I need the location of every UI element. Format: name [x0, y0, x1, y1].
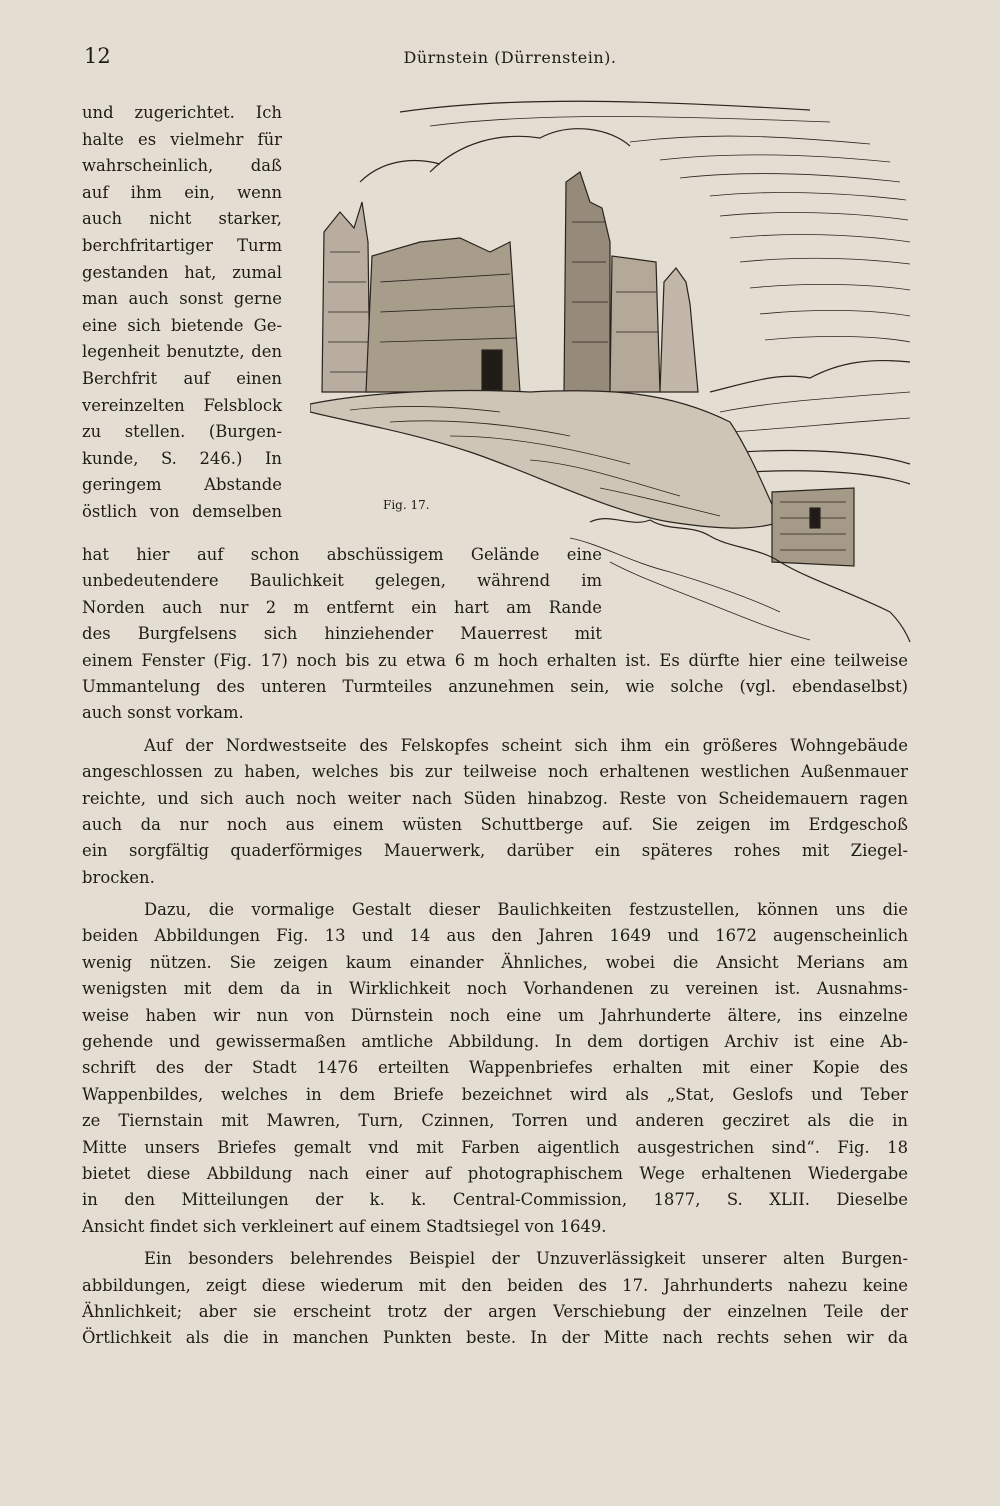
text-line: auch da nur noch aus einem wüsten Schuttberge auf. Sie zeigen im Erdgeschoß [82, 814, 908, 834]
main-text [82, 542, 908, 1352]
text-line: gestanden hat, zumal [82, 262, 282, 282]
text-line: Ansicht findet sich verkleinert auf einem Stadtsiegel von 1649. [82, 1216, 607, 1236]
text-line: Ein besonders belehrendes Beispiel der Unzuverlässigkeit unserer alten Burgen- [144, 1249, 908, 1269]
text-line: und zugerichtet. Ich [82, 103, 282, 122]
text-line: unbedeutendere Baulichkeit gelegen, während im [82, 571, 602, 591]
text-line: abbildungen, zeigt diese wiederum mit den beiden des 17. Jahrhunderts nahezu keine [82, 1275, 908, 1295]
text-line: Auf der Nordwestseite des Felskopfes scheint sich ihm ein größeres Wohngebäude [144, 735, 908, 755]
text-line: berchfritartiger Turm [82, 235, 282, 255]
text-line: Berchfrit auf einen [82, 368, 282, 388]
text-line: Ähnlichkeit; aber sie erscheint trotz der argen Verschiebung der einzelnen Teile der [82, 1301, 908, 1321]
text-line: reichte, und sich auch noch weiter nach Süden hinabzog. Reste von Scheidemauern ragen [82, 788, 908, 808]
text-line: des Burgfelsens sich hinziehender Mauerrest mit [82, 624, 602, 644]
text-line: gehende und gewissermaßen amtliche Abbildung. In dem dortigen Archiv ist eine Ab- [82, 1032, 908, 1052]
text-line: Mitte unsers Briefes gemalt vnd mit Farben aigentlich ausgestrichen sind“. Fig. 18 [82, 1137, 908, 1157]
text-line: weise haben wir nun von Dürnstein noch eine um Jahrhunderte ältere, ins einzelne [82, 1005, 908, 1025]
text-line: halte es vielmehr für [82, 129, 282, 149]
text-line: Wappenbildes, welches in dem Briefe bezeichnet wird als „Stat, Geslofs und Teber [82, 1084, 908, 1104]
text-line: Ummantelung des unteren Turmteiles anzunehmen sein, wie solche (vgl. ebendaselbst) [82, 676, 908, 696]
text-line: geringem Abstande [82, 475, 282, 495]
text-line: zu stellen. (Burgen- [82, 422, 282, 442]
text-line: beiden Abbildungen Fig. 13 und 14 aus den Jahren 1649 und 1672 augenscheinlich [82, 926, 908, 946]
text-line: ze Tiernstain mit Mawren, Turn, Czinnen, Torren und anderen gecziret als die in [82, 1111, 908, 1131]
text-line: auf ihm ein, wenn [82, 182, 282, 202]
text-line: wenigsten mit dem da in Wirklichkeit noch Vorhandenen zu vereinen ist. Ausnahms- [82, 979, 908, 999]
text-line: man auch sonst gerne [82, 289, 282, 309]
text-line: auch sonst vorkam. [82, 703, 244, 723]
text-line: legenheit benutzte, den [82, 342, 282, 362]
running-title: Dürnstein (Dürrenstein). [403, 48, 617, 67]
figure-caption: Fig. 17. [383, 498, 430, 512]
text-line: Örtlichkeit als die in manchen Punkten beste. In der Mitte nach rechts sehen wir da [82, 1328, 908, 1348]
text-line: wahrscheinlich, daß [82, 156, 282, 176]
text-line: in den Mitteilungen der k. k. Central-Commission, 1877, S. XLII. Dieselbe [82, 1190, 908, 1210]
text-line: hat hier auf schon abschüssigem Gelände eine [82, 545, 602, 564]
text-line: eine sich bietende Ge- [82, 315, 282, 335]
text-line: östlich von demselben [82, 501, 282, 521]
text-line: wenig nützen. Sie zeigen kaum einander Ähnliches, wobei die Ansicht Merians am [82, 952, 908, 972]
text-line: Dazu, die vormalige Gestalt dieser Baulichkeiten festzustellen, können uns die [144, 900, 908, 920]
text-line: kunde, S. 246.) In [82, 448, 282, 468]
text-line: auch nicht starker, [82, 209, 282, 229]
text-line: vereinzelten Felsblock [82, 395, 282, 415]
text-line: einem Fenster (Fig. 17) noch bis zu etwa 6 m hoch erhalten ist. Es dürfte hier eine teilweise [82, 650, 908, 670]
page-number: 12 [84, 44, 111, 68]
text-line: Norden auch nur 2 m entfernt ein hart am Rande [82, 597, 602, 617]
text-line: schrift des der Stadt 1476 erteilten Wappenbriefes erhalten mit einer Kopie des [82, 1058, 908, 1078]
narrow-text-column [82, 100, 282, 526]
text-line: ein sorgfältig quaderförmiges Mauerwerk, darüber ein späteres rohes mit Ziegel- [82, 841, 908, 861]
text-line: angeschlossen zu haben, welches bis zur teilweise noch erhaltenen westlichen Außenmauer [82, 762, 908, 782]
text-line: brocken. [82, 867, 155, 887]
text-line: bietet diese Abbildung nach einer auf photographischem Wege erhaltenen Wiedergabe [82, 1163, 908, 1183]
